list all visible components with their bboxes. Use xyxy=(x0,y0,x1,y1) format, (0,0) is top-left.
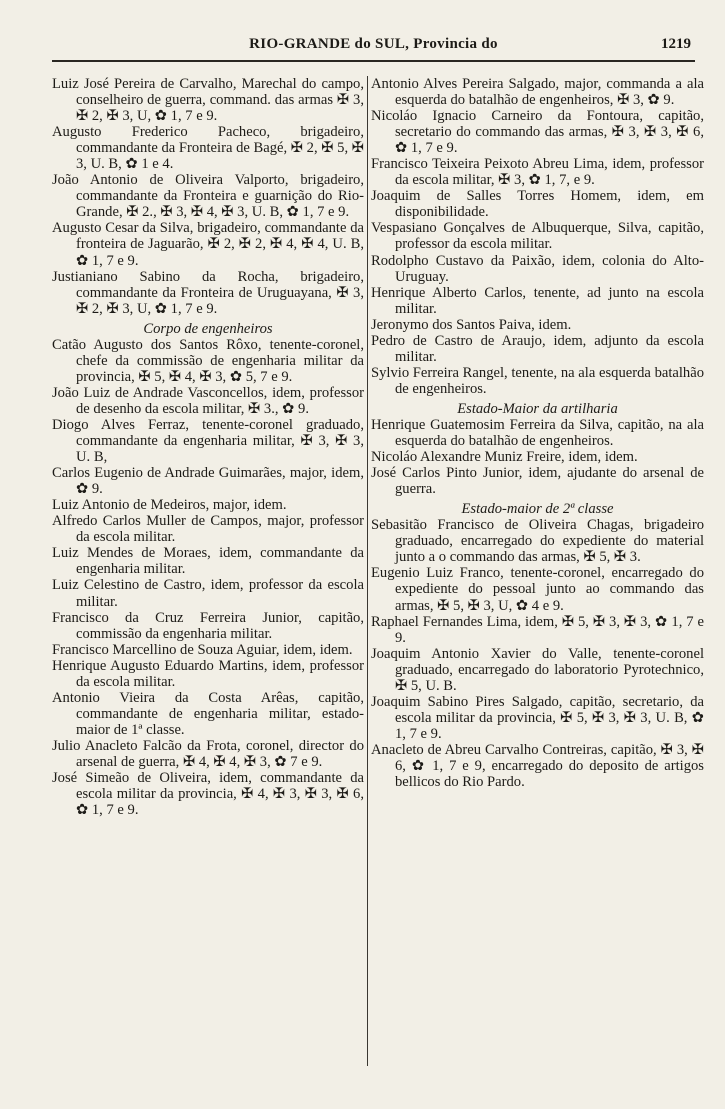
directory-entry: Luiz Mendes de Moraes, idem, commandante da engenharia militar. xyxy=(52,545,364,578)
directory-entry: Anacleto de Abreu Carvalho Contreiras, capitão, ✠ 3, ✠ 6, ✿ 1, 7 e 9, encarregado do deposito de artigos bellicos do Rio Pardo. xyxy=(371,741,704,791)
directory-entry: Catão Augusto dos Santos Rôxo, tenente-coronel, chefe da commissão de engenharia militar da provincia, ✠ 5, ✠ 4, ✠ 3, ✿ 5, 7 e 9. xyxy=(52,336,364,385)
directory-entry: Luiz José Pereira de Carvalho, Marechal do campo, conselheiro de guerra, command. das armas ✠ 3, ✠ 2, ✠ 3, U, ✿ 1, 7 e 9. xyxy=(52,76,364,125)
directory-entry: Pedro de Castro de Araujo, idem, adjunto da escola militar. xyxy=(371,332,704,365)
directory-entry: Alfredo Carlos Muller de Campos, major, professor da escola militar. xyxy=(52,513,364,546)
directory-entry: Carlos Eugenio de Andrade Guimarães, major, idem, ✿ 9. xyxy=(52,465,364,498)
directory-entry: José Simeão de Oliveira, idem, commandante da escola militar da provincia, ✠ 4, ✠ 3, ✠ 3, ✠ 6, ✿ 1, 7 e 9. xyxy=(52,770,364,819)
directory-entry: Francisco Teixeira Peixoto Abreu Lima, idem, professor da escola militar, ✠ 3, ✿ 1, 7, e 9. xyxy=(371,156,704,189)
page-header xyxy=(52,36,695,62)
right-column xyxy=(371,76,704,790)
directory-entry: Rodolpho Custavo da Paixão, idem, colonia do Alto-Uruguay. xyxy=(371,252,704,285)
column-divider xyxy=(367,76,368,1066)
directory-entry: João Luiz de Andrade Vasconcellos, idem, professor de desenho da escola militar, ✠ 3., ✿ 9. xyxy=(52,384,364,417)
section-heading: Estado-Maior da artilharia xyxy=(457,400,618,417)
directory-entry: Augusto Cesar da Silva, brigadeiro, commandante da fronteira de Jaguarão, ✠ 2, ✠ 2, ✠ 4, ✠ 4, U. B, ✿ 1, 7 e 9. xyxy=(52,220,364,269)
directory-entry: Raphael Fernandes Lima, idem, ✠ 5, ✠ 3, ✠ 3, ✿ 1, 7 e 9. xyxy=(371,613,704,646)
directory-entry: Henrique Guatemosim Ferreira da Silva, capitão, na ala esquerda do batalhão de engenheiros. xyxy=(371,416,704,450)
directory-entry: Diogo Alves Ferraz, tenente-coronel graduado, commandante da engenharia militar, ✠ 3, ✠ 3, U. B, xyxy=(52,416,364,466)
left-column xyxy=(52,76,364,818)
directory-entry: João Antonio de Oliveira Valporto, brigadeiro, commandante da Fronteira e guarnição do Rio-Grande, ✠ 2., ✠ 3, ✠ 4, ✠ 3, U. B, ✿ 1, 7 e 9. xyxy=(52,172,364,221)
directory-entry: Francisco da Cruz Ferreira Junior, capitão, commissão da engenharia militar. xyxy=(52,609,364,642)
directory-entry: Nicoláo Alexandre Muniz Freire, idem, idem. xyxy=(371,449,638,466)
running-title: RIO-GRANDE do SUL, Provincia do xyxy=(249,36,498,52)
directory-entry: Joaquim de Salles Torres Homem, idem, em disponibilidade. xyxy=(371,188,704,221)
directory-entry: Nicoláo Ignacio Carneiro da Fontoura, capitão, secretario do commando das armas, ✠ 3, ✠ 3, ✠ 6, ✿ 1, 7 e 9. xyxy=(371,108,704,157)
directory-entry: Sylvio Ferreira Rangel, tenente, na ala esquerda batalhão de engenheiros. xyxy=(371,364,704,397)
directory-entry: Justianiano Sabino da Rocha, brigadeiro, commandante da Fronteira de Uruguayana, ✠ 3, ✠ 2, ✠ 3, U, ✿ 1, 7 e 9. xyxy=(52,268,364,317)
directory-entry: Augusto Frederico Pacheco, brigadeiro, commandante da Fronteira de Bagé, ✠ 2, ✠ 5, ✠ 3, U. B, ✿ 1 e 4. xyxy=(52,124,364,173)
page-number: 1219 xyxy=(661,36,691,52)
directory-entry: Francisco Marcellino de Souza Aguiar, idem, idem. xyxy=(52,641,353,658)
directory-entry: Vespasiano Gonçalves de Albuquerque, Silva, capitão, professor da escola militar. xyxy=(371,220,704,253)
section-heading: Estado-maior de 2ª classe xyxy=(461,501,614,518)
directory-entry: Antonio Alves Pereira Salgado, major, commanda a ala esquerda do batalhão de engenheiros, ✠ 3, ✿ 9. xyxy=(371,76,704,109)
directory-entry: Henrique Alberto Carlos, tenente, ad junto na escola militar. xyxy=(371,284,704,317)
directory-entry: Luiz Antonio de Medeiros, major, idem. xyxy=(52,497,287,514)
directory-entry: Antonio Vieira da Costa Arêas, capitão, commandante de engenharia militar, estado-maior de 1ª classe. xyxy=(52,689,364,738)
directory-entry: Joaquim Antonio Xavier do Valle, tenente-coronel graduado, encarregado do laboratorio Pyrotechnico, ✠ 5, U. B. xyxy=(371,645,704,694)
section-heading: Corpo de engenheiros xyxy=(143,320,273,337)
directory-entry: Luiz Celestino de Castro, idem, professor da escola militar. xyxy=(52,577,364,610)
directory-entry: Eugenio Luiz Franco, tenente-coronel, encarregado do expediente do pessoal junto ao commando das armas, ✠ 5, ✠ 3, U, ✿ 4 e 9. xyxy=(371,565,704,614)
directory-entry: Julio Anacleto Falcão da Frota, coronel, director do arsenal de guerra, ✠ 4, ✠ 4, ✠ 3, ✿ 7 e 9. xyxy=(52,737,364,770)
directory-entry: Jeronymo dos Santos Paiva, idem. xyxy=(371,316,572,333)
directory-entry: José Carlos Pinto Junior, idem, ajudante do arsenal de guerra. xyxy=(371,465,704,498)
directory-entry: Joaquim Sabino Pires Salgado, capitão, secretario, da escola militar da provincia, ✠ 5, ✠ 3, ✠ 3, U. B, ✿ 1, 7 e 9. xyxy=(371,693,704,742)
directory-entry: Sebasitão Francisco de Oliveira Chagas, brigadeiro graduado, encarregado do expediente do material junto a o commando das armas, ✠ 5, ✠ 3. xyxy=(371,517,704,566)
directory-entry: Henrique Augusto Eduardo Martins, idem, professor da escola militar. xyxy=(52,657,364,690)
